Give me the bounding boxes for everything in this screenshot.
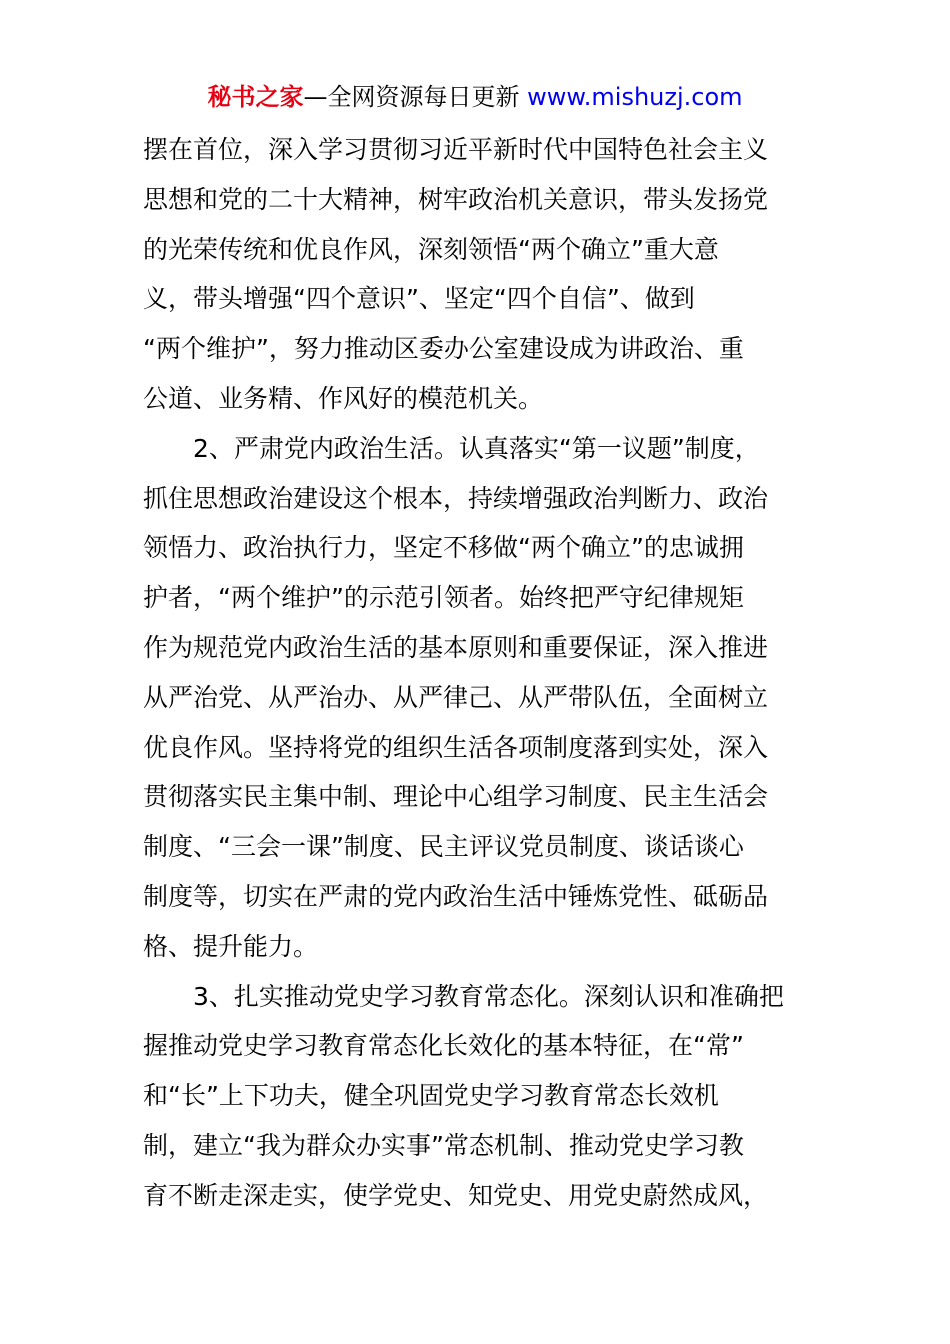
paragraph-heading-3: 3、扎实推动党史学习教育常态化。深刻认识和准确把 [143, 981, 784, 1011]
text-line: 握推动党史学习教育常态化长效化的基本特征，在“常” [143, 1031, 744, 1061]
text-line: 贯彻落实民主集中制、理论中心组学习制度、民主生活会 [143, 782, 769, 812]
text-line: “两个维护”，努力推动区委办公室建设成为讲政治、重 [143, 334, 744, 364]
text-line: 护者，“两个维护”的示范引领者。始终把严守纪律规矩 [143, 583, 744, 613]
text-line: 从严治党、从严治办、从严律己、从严带队伍，全面树立 [143, 682, 769, 712]
text-line: 格、提升能力。 [143, 931, 319, 961]
text-line: 制度等，切实在严肃的党内政治生活中锤炼党性、砥砺品 [143, 881, 769, 911]
text-line: 育不断走深走实，使学党史、知党史、用党史蔚然成风， [143, 1180, 769, 1210]
paragraph-heading-2: 2、严肃党内政治生活。认真落实“第一议题”制度， [143, 433, 760, 463]
text-line: 思想和党的二十大精神，树牢政治机关意识，带头发扬党 [143, 184, 769, 214]
text-line: 优良作风。坚持将党的组织生活各项制度落到实处，深入 [143, 732, 769, 762]
site-header [0, 80, 950, 114]
text-line: 制，建立“我为群众办实事”常态机制、推动党史学习教 [143, 1130, 744, 1160]
text-line: 和“长”上下功夫，健全巩固党史学习教育常态长效机 [143, 1081, 719, 1111]
text-line: 的光荣传统和优良作风，深刻领悟“两个确立”重大意 [143, 234, 719, 264]
site-url-link[interactable]: www.mishuzj.com [527, 83, 743, 111]
text-line: 抓住思想政治建设这个根本，持续增强政治判断力、政治 [143, 483, 769, 513]
text-line: 义，带头增强“四个意识”、坚定“四个自信”、做到 [143, 284, 695, 314]
text-line: 制度、“三会一课”制度、民主评议党员制度、谈话谈心 [143, 832, 744, 862]
document-body [143, 125, 807, 1221]
site-brand: 秘书之家 [207, 83, 304, 111]
text-line: 公道、业务精、作风好的模范机关。 [143, 383, 544, 413]
text-line: 领悟力、政治执行力，坚定不移做“两个确立”的忠诚拥 [143, 533, 744, 563]
site-tagline: —全网资源每日更新 [303, 83, 520, 111]
text-line: 摆在首位，深入学习贯彻习近平新时代中国特色社会主义 [143, 135, 769, 164]
text-line: 作为规范党内政治生活的基本原则和重要保证，深入推进 [143, 632, 769, 662]
